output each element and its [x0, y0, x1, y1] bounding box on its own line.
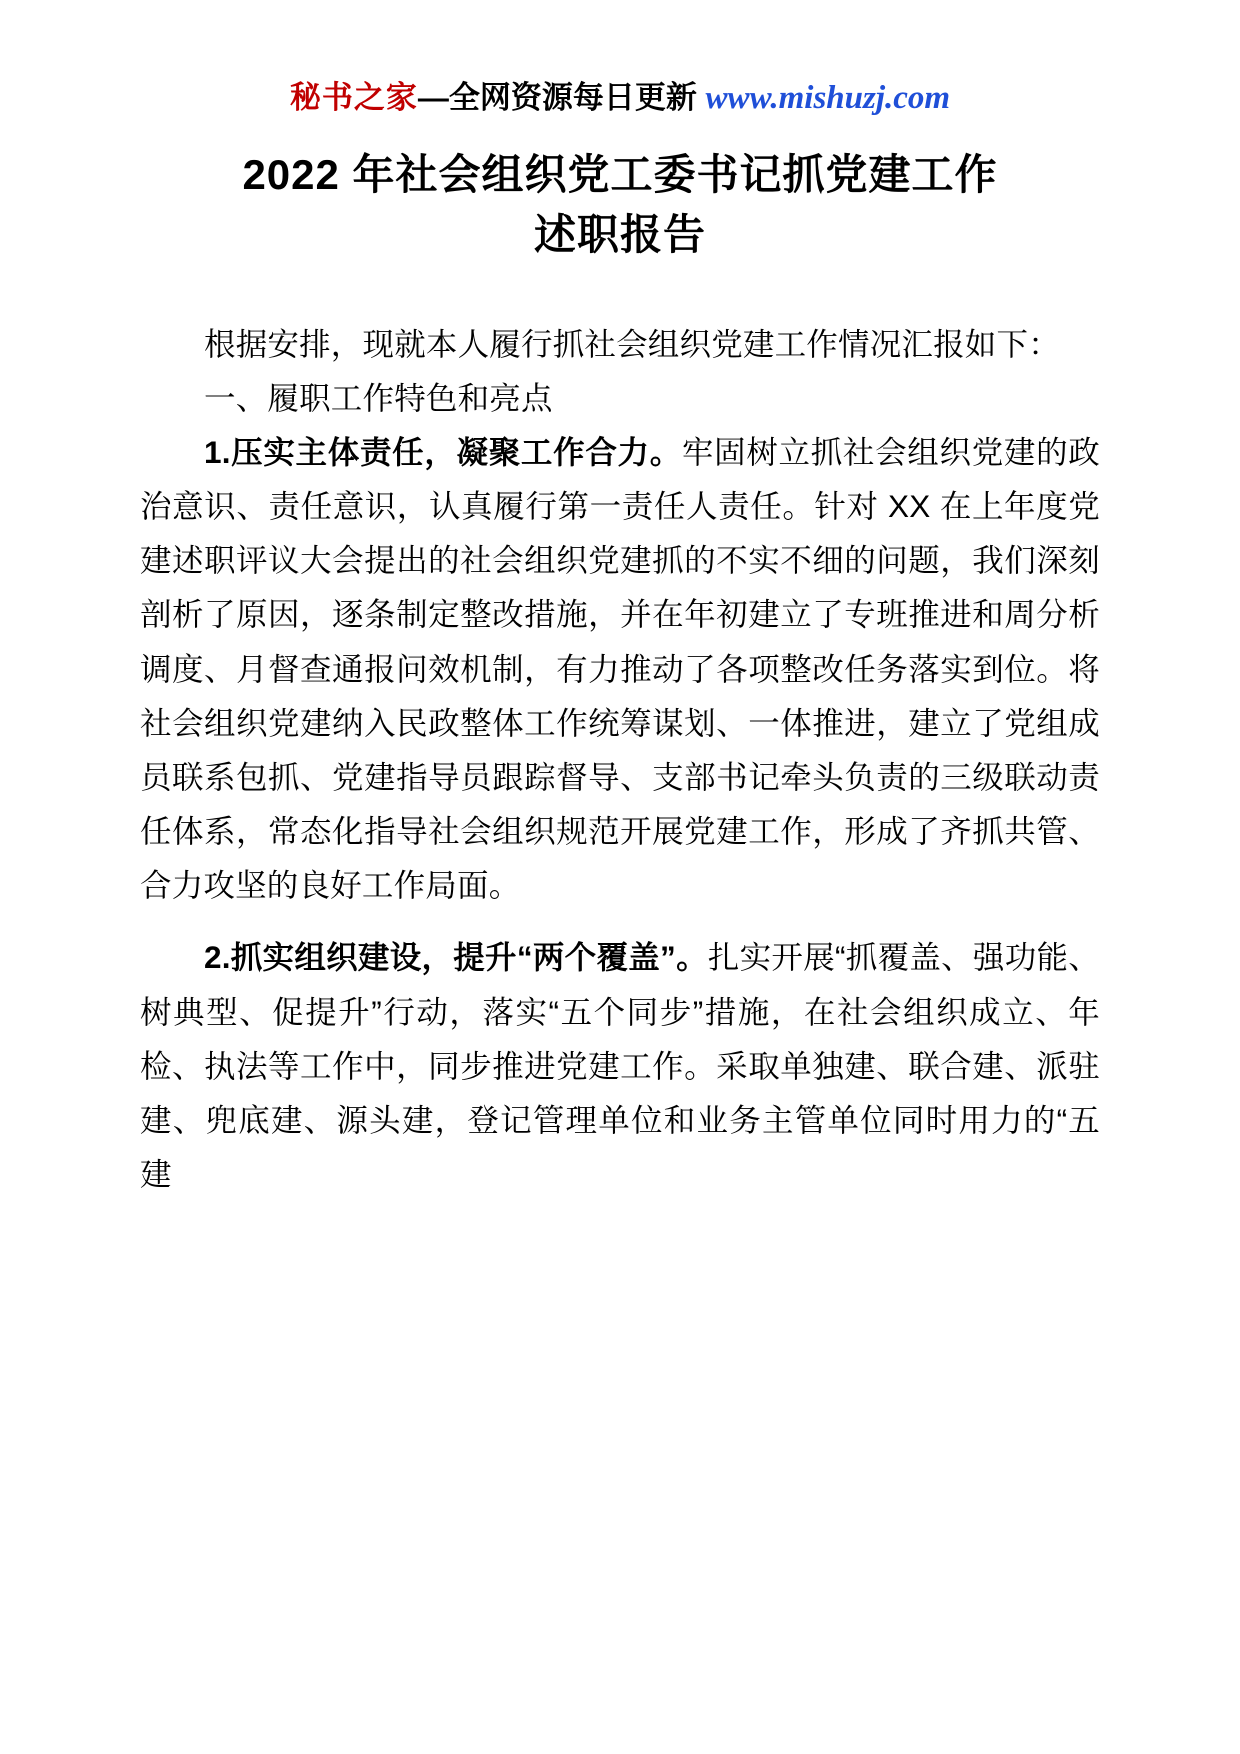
document-body [140, 317, 1100, 1202]
paragraph-intro: 根据安排，现就本人履行抓社会组织党建工作情况汇报如下： [204, 325, 1060, 362]
paragraph-item-2-lead: 2.抓实组织建设，提升“两个覆盖”。 [204, 939, 708, 976]
page-title-line-2: 述职报告 [533, 210, 706, 258]
site-brand-name: 秘书之家 [289, 80, 418, 115]
paragraph-item-1-lead: 1.压实主体责任，凝聚工作合力。 [204, 433, 682, 470]
page-title-line-1: 2022 年社会组织党工委书记抓党建工作 [242, 151, 998, 199]
section-heading-one: 一、履职工作特色和亮点 [204, 379, 553, 416]
site-watermark-header [140, 78, 1100, 119]
site-url[interactable]: www.mishuzj.com [705, 80, 951, 116]
paragraph-item-2 [140, 930, 1100, 1201]
site-tagline: 全网资源每日更新 [448, 80, 697, 115]
paragraph-item-1 [140, 425, 1100, 913]
paragraph-item-1-text: 牢固树立抓社会组织党建的政治意识、责任意识，认真履行第一责任人责任。针对 XX 在上年度党建述职评议大会提出的社会组织党建抓的不实不细的问题，我们深刻剖析了原因，逐条制定整改措施，并在年初建立了专班推进和周分析调度、月督查通报问效机制，有力推动了各项整改任务落实到位。将社会组织党建纳入民政整体工作统筹谋划、一体推进，建立了党组成员联系包抓、党建指导员跟踪督导、支部书记牵头负责的三级联动责任体系，常态化指导社会组织规范开展党建工作，形成了齐抓共管、合力攻坚的良好工作局面。 [140, 433, 1100, 904]
page-title [140, 145, 1100, 264]
header-dash: — [417, 80, 449, 115]
paragraph-item-2-text: 扎实开展“抓覆盖、强功能、树典型、促提升”行动，落实“五个同步”措施，在社会组织成立、年检、执法等工作中，同步推进党建工作。采取单独建、联合建、派驻建、兜底建、源头建，登记管理单位和业务主管单位同时用力的“五建 [140, 939, 1100, 1193]
